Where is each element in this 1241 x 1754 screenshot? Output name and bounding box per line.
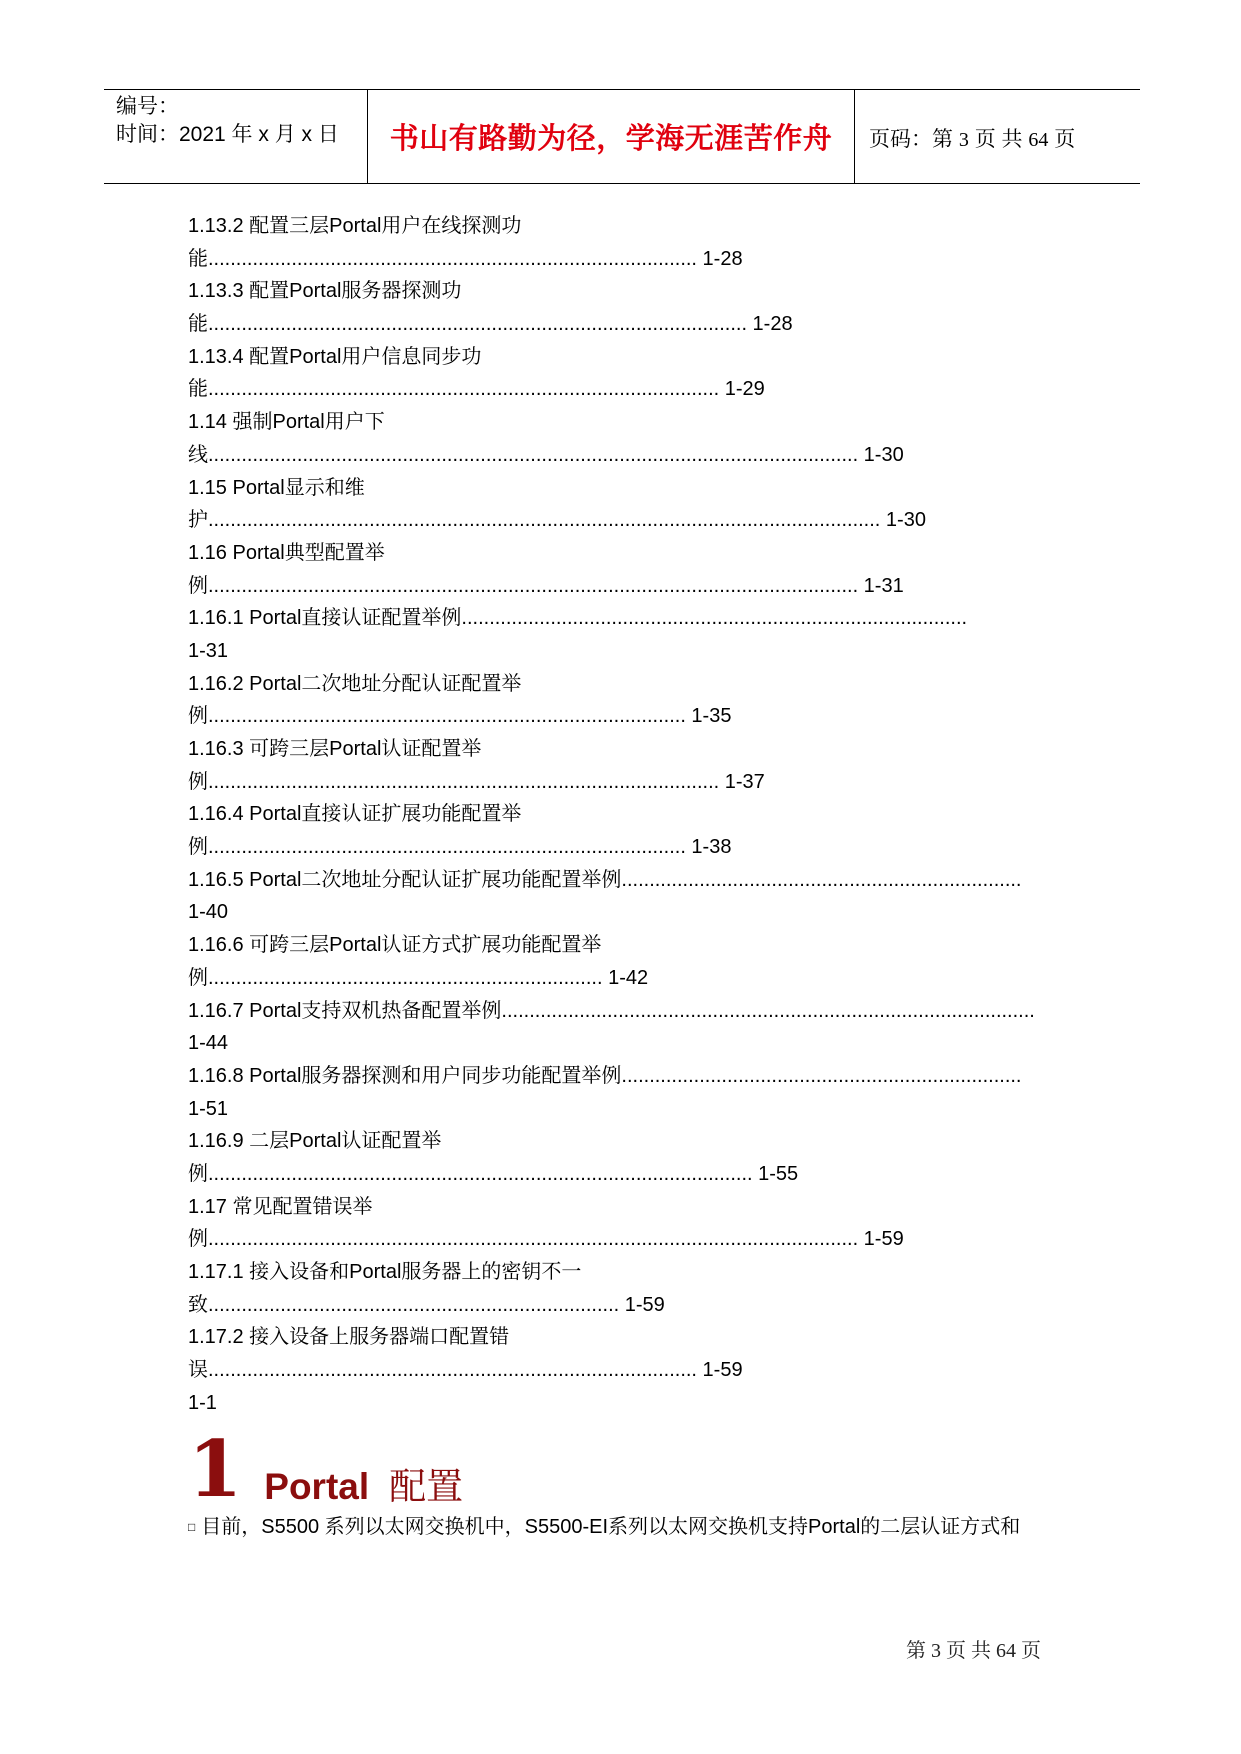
toc-entry[interactable]: 例.................................................................................................. 1-55 — [188, 1162, 799, 1185]
page-current: 3 — [958, 129, 969, 151]
toc-entry[interactable]: 1-44 — [188, 1032, 229, 1055]
chapter-number: 1 — [188, 1424, 243, 1515]
toc-entry[interactable]: 1.16.1 Portal直接认证配置举例........................................................................................... — [188, 607, 968, 630]
toc-entry[interactable]: 1.16 Portal典型配置举 — [188, 541, 385, 564]
toc-entry[interactable]: 1.16.3 可跨三层Portal认证配置举 — [188, 738, 482, 760]
paragraph-bullet: □ — [188, 1520, 196, 1535]
document-time-label: 时间：2021 年 x 月 x 日 — [116, 123, 339, 146]
chapter-title: Portal — [264, 1466, 370, 1507]
toc-entry[interactable]: 1.16.8 Portal服务器探测和用户同步功能配置举例........................................................................ — [188, 1064, 1022, 1087]
page-suffix: 页 — [1054, 128, 1076, 151]
toc-entry[interactable]: 例...................................................................................... 1-35 — [188, 705, 732, 728]
header-page-cell — [855, 90, 1140, 183]
table-of-contents — [188, 210, 1068, 1419]
toc-entry[interactable]: 例............................................................................................ 1-37 — [188, 770, 765, 793]
header-page-info — [869, 123, 1075, 153]
toc-entry[interactable]: 1-31 — [188, 639, 229, 662]
toc-entry[interactable]: 线..................................................................................................................... 1-30 — [188, 443, 904, 466]
toc-entry[interactable]: 1.16.2 Portal二次地址分配认证配置举 — [188, 672, 522, 695]
toc-entry[interactable]: 能........................................................................................ 1-28 — [188, 247, 743, 270]
toc-entry[interactable]: 例...................................................................................... 1-38 — [188, 836, 732, 859]
toc-entry[interactable]: 1.13.3 配置Portal服务器探测功 — [188, 280, 462, 303]
toc-entry[interactable]: 1.16.5 Portal二次地址分配认证扩展功能配置举例........................................................................ — [188, 868, 1022, 891]
toc-entry[interactable]: 1.17.2 接入设备上服务器端口配置错 — [188, 1326, 510, 1349]
document-number-label: 编号： — [116, 95, 179, 118]
toc-entry[interactable]: 护......................................................................................................................... 1-30 — [188, 509, 926, 532]
toc-entry[interactable]: 误........................................................................................ 1-59 — [188, 1359, 743, 1382]
page-footer: 第 3 页 共 64 页 — [906, 1640, 1041, 1662]
page-mid: 页 共 — [974, 128, 1023, 151]
chapter-title-cn: 配置 — [389, 1465, 464, 1508]
toc-entry[interactable]: 例..................................................................................................................... 1-31 — [188, 574, 904, 597]
header-motto: 书山有路勤为径，学海无涯苦作舟 — [389, 121, 833, 155]
toc-entry[interactable]: 例..................................................................................................................... 1-59 — [188, 1228, 904, 1251]
toc-entry[interactable]: 能............................................................................................ 1-29 — [188, 378, 765, 401]
chapter-heading — [188, 1424, 464, 1515]
toc-entry[interactable]: 能................................................................................................. 1-28 — [188, 313, 793, 336]
toc-entry[interactable]: 1.16.6 可跨三层Portal认证方式扩展功能配置举 — [188, 934, 602, 957]
page-prefix: 页码：第 — [869, 128, 953, 151]
toc-entry[interactable]: 例....................................................................... 1-42 — [188, 966, 649, 989]
header-motto-cell — [368, 90, 855, 183]
toc-entry[interactable]: 1.17.1 接入设备和Portal服务器上的密钥不一 — [188, 1261, 582, 1283]
toc-entry[interactable]: 1-40 — [188, 901, 229, 924]
toc-entry[interactable]: 1.16.4 Portal直接认证扩展功能配置举 — [188, 803, 522, 826]
page-total: 64 — [1028, 129, 1049, 151]
toc-entry[interactable]: 致.......................................................................... 1-59 — [188, 1293, 665, 1316]
paragraph-text: 目前，S5500 系列以太网交换机中，S5500-EI系列以太网交换机支持Portal的二层认证方式和 — [201, 1516, 1021, 1538]
header-info-cell — [104, 90, 368, 183]
toc-entry[interactable]: 1.17 常见配置错误举 — [188, 1195, 373, 1218]
body-paragraph — [188, 1512, 1068, 1543]
toc-entry[interactable]: 1.13.2 配置三层Portal用户在线探测功 — [188, 215, 522, 237]
toc-entry[interactable]: 1-51 — [188, 1097, 229, 1120]
toc-entry[interactable]: 1.16.9 二层Portal认证配置举 — [188, 1130, 442, 1153]
toc-entry[interactable]: 1-1 — [188, 1391, 217, 1414]
toc-entry[interactable]: 1.14 强制Portal用户下 — [188, 411, 385, 434]
page-header — [104, 89, 1140, 184]
toc-entry[interactable]: 1.13.4 配置Portal用户信息同步功 — [188, 345, 482, 368]
toc-entry[interactable]: 1.16.7 Portal支持双机热备配置举例................................................................................................ — [188, 999, 1035, 1022]
toc-entry[interactable]: 1.15 Portal显示和维 — [188, 476, 365, 499]
